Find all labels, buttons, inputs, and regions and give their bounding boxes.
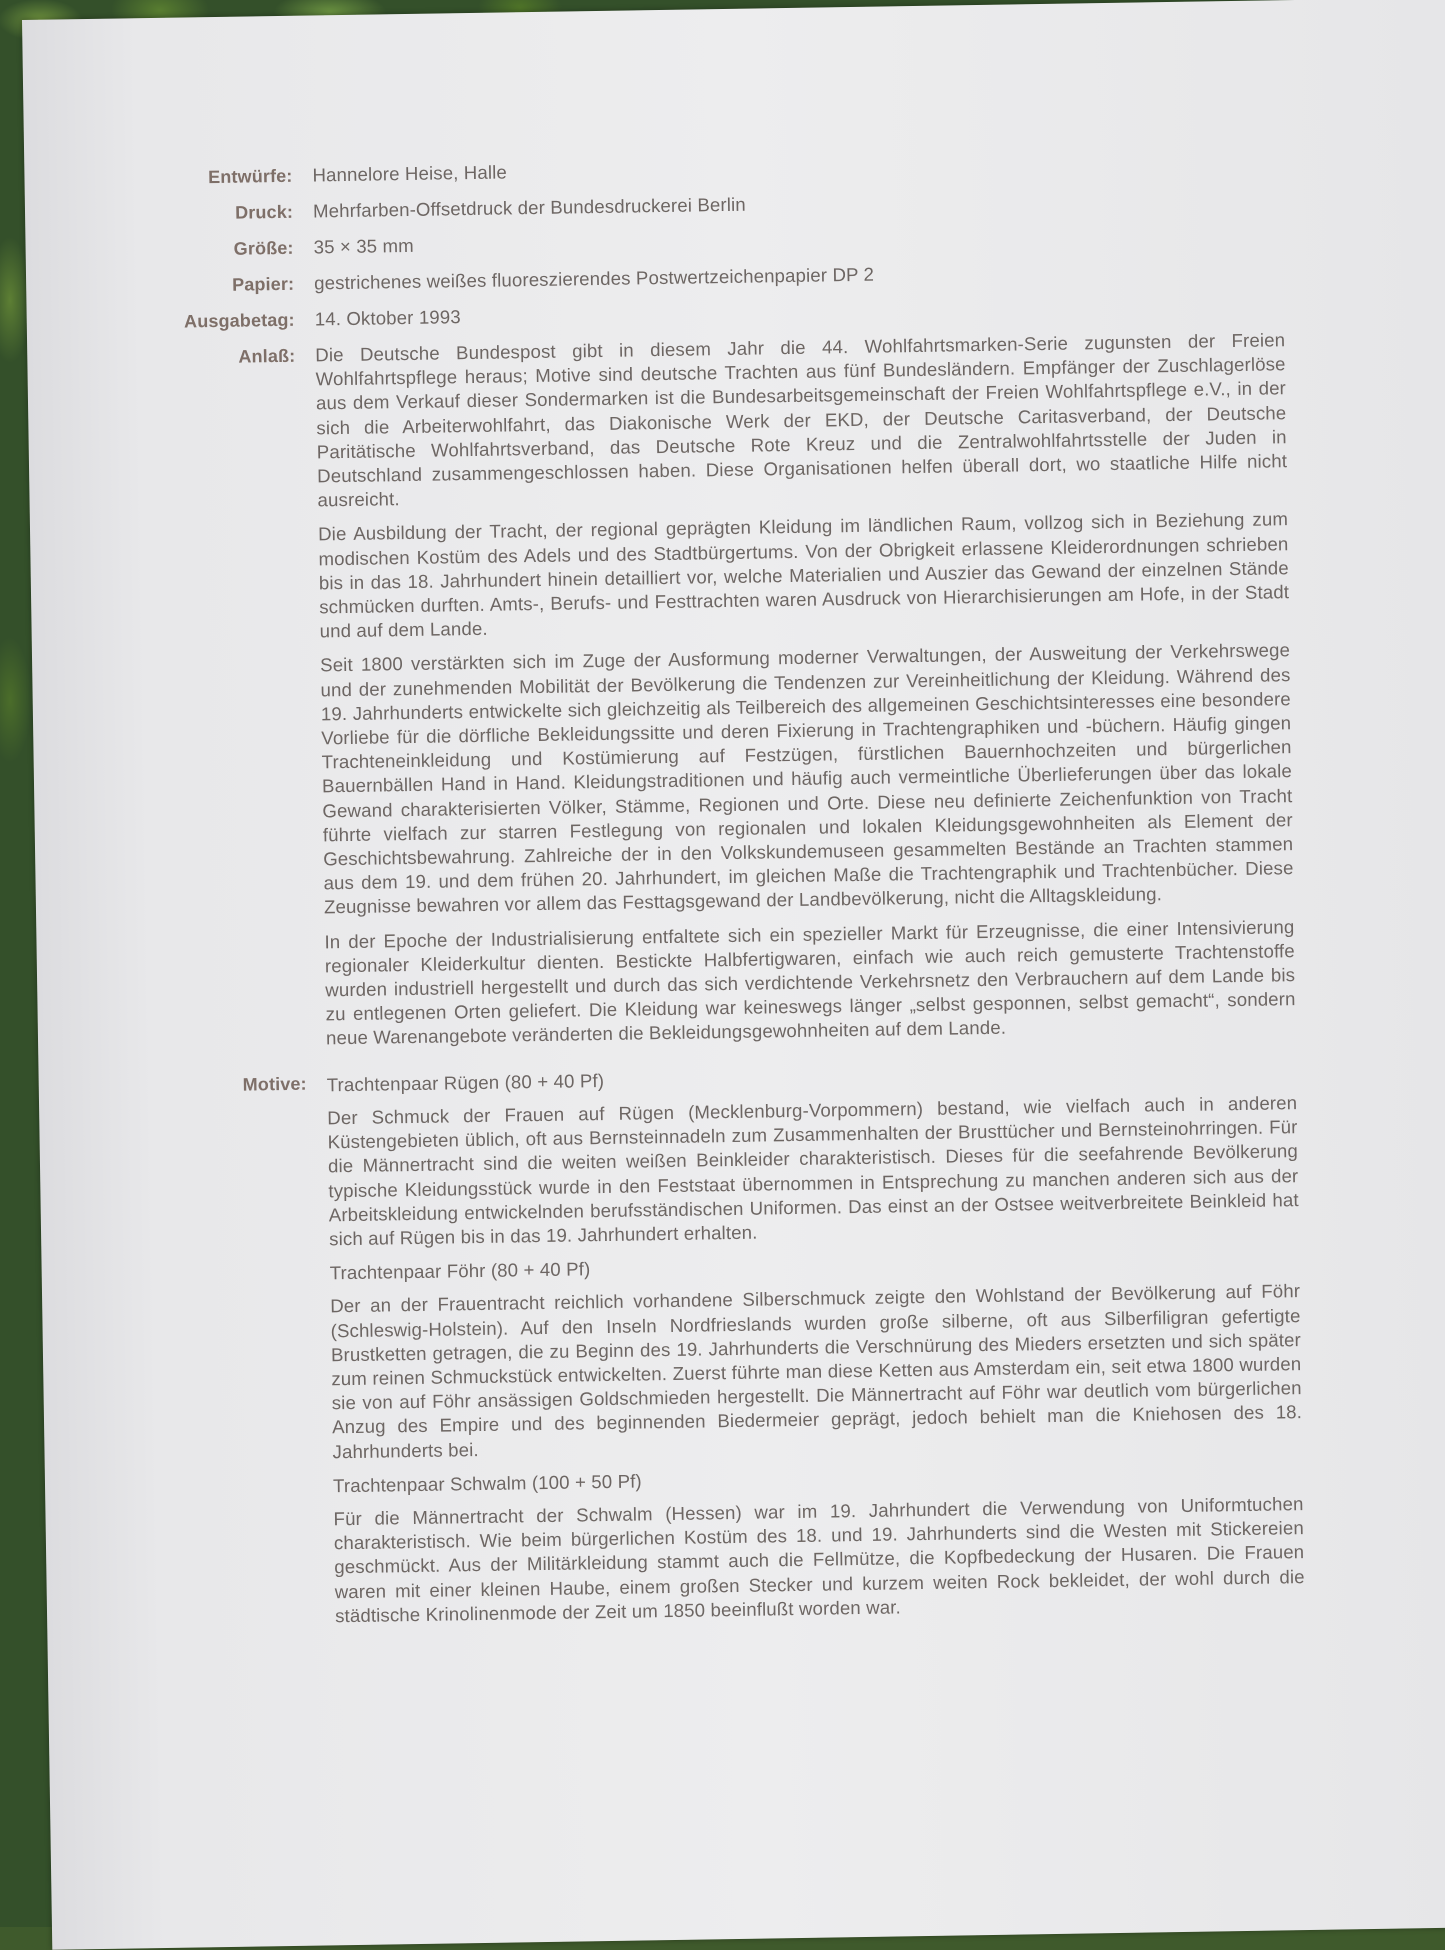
occasion-paragraph: Seit 1800 verstärkten sich im Zuge der Ausformung moderner Verwaltungen, der Ausweitung der Verkehrswege und der zunehmenden Mobilität der Bevölkerung die Tendenzen zur Vereinheitlichung der Kleidung. Während des 19. Jahrhunderts entwickelte sich gleichzeitig als Teilbereich des allgemeinen Geschichtsinteresses eine besondere Vorliebe für die dörfliche Bekleidungssitte und deren Fixierung in Trachtengraphiken und -büchern. Häufig gingen Trachteneinkleidung und Kostümierung auf Festzügen, fürstlichen Bauernhochzeiten und bürgerlichen Bauernbällen Hand in Hand. Kleidungstraditionen und häufig auch vermeintliche Überlieferungen über das lokale Gewand charakterisierten Völker, Stämme, Regionen und Orte. Diese neu definierte Zeichenfunktion von Tracht führte vielfach zur starren Festlegung von regionalen und lokalen Kleidungsgewohnheiten als Element der Geschichtsbewahrung. Zahlreiche der in den Volkskundemuseen gesammelten Bestände an Trachten stammen aus dem 19. und dem frühen 20. Jahrhundert, im gleichen Maße die Trachtengraphik und Trachtenbücher. Diese Zeugnisse bewahren vor allem das Festtagsgewand der Landbevölkerung, nicht die Alltagskleidung. (320, 639, 1294, 918)
design-label: Entwürfe: (207, 165, 293, 188)
motif-description: Der an der Frauentracht reichlich vorhandene Silberschmuck zeigte den Wohlstand der Bevölkerung auf Föhr (Schleswig-Holstein). Auf den Inseln Nordfrieslands wurden große silberne, oft aus Silberfiligran gefertigte Brustketten getragen, die zu Beginn des 19. Jahrhunderts die Verschnürung des Mieders ersetzten und sich später zum reinen Schmuckstück entwickelten. Zuerst führte man diese Ketten aus Amsterdam ein, seit etwa 1800 wurden sie von auf Föhr ansässigen Goldschmieden hergestellt. Die Männertracht auf Föhr war deutlich vom bürgerlichen Anzug des Empire und des beginnenden Biedermeier geprägt, jedoch behielt man die Kniehosen des 18. Jahrhunderts bei. (330, 1280, 1303, 1462)
occasion-paragraph: In der Epoche der Industrialisierung entfaltete sich ein spezieller Markt für Erzeugnisse, die einer Intensivierung regionaler Kleiderkultur dienten. Bestickte Halbfertigwaren, einfach wie auch reich gemusterte Trachtenstoffe wurden industriell hergestellt und durch das sich verdichtende Verkehrsnetz den Verbrauchern auf dem Lande bis zu entlegenen Orten geliefert. Die Kleidung war keineswegs länger „selbst gesponnen, selbst gemacht“, sondern neue Warenangebote veränderten die Bekleidungsgewohnheiten auf dem Lande. (324, 915, 1296, 1049)
print-label: Druck: (234, 201, 294, 223)
meta-paper (146, 256, 1286, 298)
motifs-label: Motive: (242, 1073, 307, 1095)
motifs-section (159, 1056, 1308, 1641)
motif-title: Trachtenpaar Schwalm (100 + 50 Pf) (332, 1470, 642, 1497)
occasion-label: Anlaß: (238, 345, 296, 367)
stamp-info-sheet (144, 148, 1307, 1641)
motif-title: Trachtenpaar Rügen (80 + 40 Pf) (326, 1069, 605, 1096)
occasion-paragraph: Die Deutsche Bundespost gibt in diesem Jahr die 44. Wohlfahrtsmarken-Serie zugunsten der Freien Wohlfahrtspflege heraus; Motive sind deutsche Trachten aus fünf Bundesländern. Empfänger der Zuschlagerlöse aus dem Verkauf dieser Sondermarken ist die Bundesarbeitsgemeinschaft der Freien Wohlfahrtspflege e.V., in der sich die Arbeiterwohlfahrt, das Diakonische Werk der EKD, der Deutsche Caritasverband, der Deutsche Paritätische Wohlfahrtsverband, das Deutsche Rote Kreuz und die Zentralwohlfahrtsstelle der Juden in Deutschland zusammengeschlossen haben. Diese Organisationen helfen überall dort, wo staatliche Hilfe nicht ausreicht. (315, 329, 1288, 511)
motif-description: Für die Männertracht der Schwalm (Hessen) war im 19. Jahrhundert die Verwendung von Uniformtuchen charakteristisch. Wie beim bürgerlichen Kostüm des 18. und 19. Jahrhunderts sind die Westen mit Stickereien geschmückt. Aus der Militärkleidung stammt auch die Fellmütze, die Kopfbedeckung der Husaren. Die Frauen waren mit einer kleinen Haube, einem großen Stecker und kurzem weiten Rock bekleidet, der wohl durch die städtische Krinolinenmode der Zeit um 1850 beeinflußt worden war. (333, 1492, 1305, 1627)
document-page (22, 0, 1445, 1950)
meta-print (145, 184, 1285, 226)
motifs-text (327, 1056, 1306, 1638)
design-value: Hannelore Heise, Halle (312, 161, 508, 186)
issue-date-value: 14. Oktober 1993 (314, 306, 461, 330)
paper-value: gestrichenes weißes fluoreszierendes Postwertzeichenpapier DP 2 (314, 263, 875, 294)
motif-description: Der Schmuck der Frauen auf Rügen (Mecklenburg-Vorpommern) bestand, wie vielfach auch in anderen Küstengebieten üblich, oft aus Bernsteinnadeln zum Zusammenhalten der Brusttücher und Bernsteinohrringen. Für die Männertracht sind die weiten weißen Beinkleider charakteristisch. Dieses für die seefahrende Bevölkerung typische Kleidungsstück wurde in den Feststaat übernommen in Entsprechung zu manchen anderen sich aus der Arbeitskleidung entwickelnden berufsständischen Uniformen. Das einst an der Ostsee weitverbreitete Beinkleid hat sich auf Rügen bis in das 19. Jahrhundert erhalten. (327, 1091, 1299, 1250)
occasion-text (315, 328, 1296, 1061)
meta-issue-date (147, 292, 1287, 334)
paper-label: Papier: (231, 273, 295, 295)
size-label: Größe: (233, 237, 294, 259)
motif-title: Trachtenpaar Föhr (80 + 40 Pf) (329, 1258, 591, 1284)
occasion-paragraph: Die Ausbildung der Tracht, der regional geprägten Kleidung im ländlichen Raum, vollzog sich in Beziehung zum modischen Kostüm des Adels und des Stadtbürgertums. Von der Obrigkeit erlassene Kleiderordnungen schrieben bis in das 18. Jahrhundert hinein detailliert vor, welche Materialien und Auszier das Gewand der einzelnen Stände schmücken durften. Amts-, Berufs- und Festtrachten waren Ausdruck von Hierarchisierungen am Hofe, in der Stadt und auf dem Lande. (317, 508, 1290, 642)
meta-size (145, 220, 1285, 262)
meta-design (144, 148, 1284, 190)
print-value: Mehrfarben-Offsetdruck der Bundesdruckerei Berlin (312, 193, 746, 222)
issue-date-label: Ausgabetag: (183, 309, 295, 332)
size-value: 35 × 35 mm (313, 234, 414, 258)
occasion-section (147, 328, 1298, 1064)
